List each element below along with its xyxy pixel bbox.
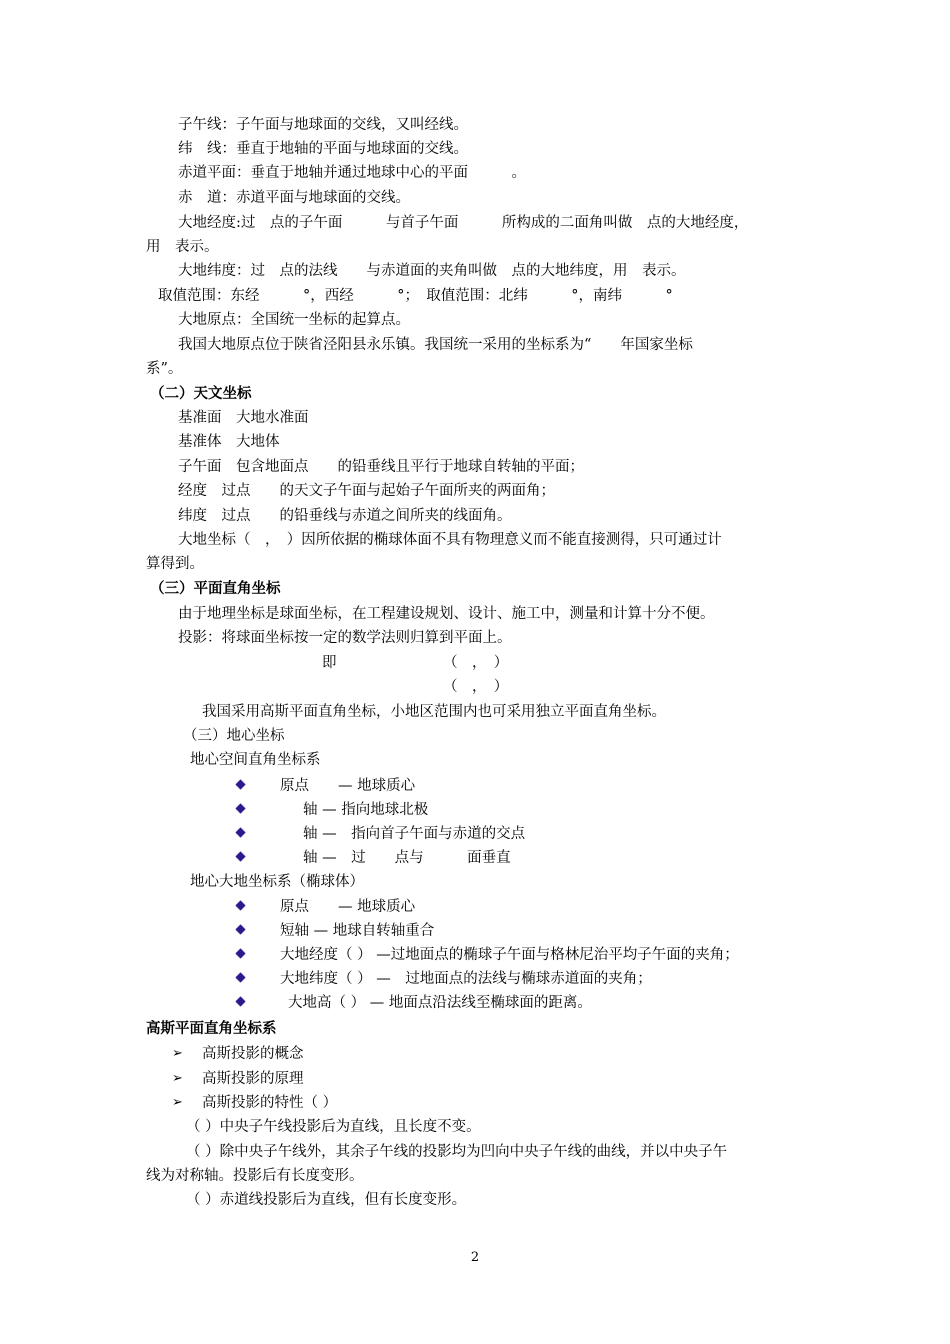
text-line: 由于地理坐标是球面坐标，在工程建设规划、设计、施工中，测量和计算十分不便。 [178,606,715,622]
text-line: 我国大地原点位于陕省泾阳县永乐镇。我国统一采用的坐标系为“ 年国家坐标 [178,337,693,353]
list-item: 大地高（ ） — 地面点沿法线至椭球面的距离。 [288,995,592,1011]
text-line: （ ）中央子午线投影后为直线，且长度不变。 [186,1119,481,1135]
text-line: （ ）除中央子午线外，其余子午线的投影均为凹向中央子午线的曲线，并以中央子午 [186,1144,728,1160]
section-heading: 高斯平面直角坐标系 [146,1020,277,1037]
arrow-bullet-icon: ➢ [172,1046,183,1061]
list-item: 轴 — 过 点与 面垂直 [303,850,511,866]
list-item: 原点 — 地球质心 [280,899,416,915]
text-line: 投影：将球面坐标按一定的数学法则归算到平面上。 [178,630,512,646]
section-heading: （三）地心坐标 [183,728,285,744]
text-line: 子午面 包含地面点 的铅垂线且平行于地球自转轴的平面； [178,459,584,475]
page-number: 2 [470,1250,480,1265]
text-line: （ ， ） [443,655,509,671]
sub-heading: 地心空间直角坐标系 [190,752,321,768]
diamond-bullet-icon [236,901,246,911]
section-heading: （二）天文坐标 [150,385,252,402]
text-line: 纬度 过点 的铅垂线与赤道之间所夹的线面角。 [178,508,512,524]
diamond-bullet-icon [236,973,246,983]
text-line: 纬 线：垂直于地轴的平面与地球面的交线。 [178,141,468,157]
text-line: 即 [322,655,337,671]
text-line: 赤 道：赤道平面与地球面的交线。 [178,190,410,206]
text-line: 用 表示。 [146,239,219,255]
text-line: 子午线：子午面与地球面的交线，又叫经线。 [178,117,468,133]
list-item: 高斯投影的原理 [202,1071,304,1087]
list-item: 短轴 — 地球自转轴重合 [280,923,435,939]
text-line: 大地坐标（ ， ）因所依据的椭球体面不具有物理意义而不能直接测得，只可通过计 [178,532,722,548]
text-line: 赤道平面：垂直于地轴并通过地球中心的平面 。 [178,165,526,181]
text-line: 大地原点：全国统一坐标的起算点。 [178,312,410,328]
diamond-bullet-icon [236,925,246,935]
text-line: 大地纬度：过 点的法线 与赤道面的夹角叫做 点的大地纬度，用 表示。 [178,263,686,279]
sub-heading: 地心大地坐标系（椭球体） [190,874,364,890]
list-item: 高斯投影的概念 [202,1046,304,1062]
list-item: 大地纬度（ ） — 过地面点的法线与椭球赤道面的夹角； [280,971,652,987]
text-line: 系”。 [146,361,183,377]
text-line: 线为对称轴。投影后有长度变形。 [146,1168,364,1184]
text-line: （ ）赤道线投影后为直线，但有长度变形。 [186,1192,467,1208]
text-line: 经度 过点 的天文子午面与起始子午面所夹的两面角； [178,483,555,499]
diamond-bullet-icon [236,949,246,959]
text-line: 我国采用高斯平面直角坐标，小地区范围内也可采用独立平面直角坐标。 [202,704,666,720]
text-line: 基准面 大地水准面 [178,410,309,426]
text-line: 大地经度:过 点的子午面 与首子午面 所构成的二面角叫做 点的大地经度， [178,215,749,231]
list-item: 大地经度（ ） —过地面点的椭球子午面与格林尼治平均子午面的夹角； [280,947,739,963]
text-line: 算得到。 [146,556,204,572]
list-item: 原点 — 地球质心 [280,778,416,794]
text-line: （ ， ） [443,679,509,695]
list-item: 轴 — 指向地球北极 [303,802,429,818]
section-heading: （三）平面直角坐标 [150,580,281,597]
diamond-bullet-icon [236,997,246,1007]
arrow-bullet-icon: ➢ [172,1071,183,1086]
arrow-bullet-icon: ➢ [172,1095,183,1110]
list-item: 高斯投影的特性（ ） [202,1095,338,1111]
diamond-bullet-icon [236,852,246,862]
list-item: 轴 — 指向首子午面与赤道的交点 [303,826,526,842]
diamond-bullet-icon [236,780,246,790]
text-line: 取值范围：东经 °，西经 °； 取值范围：北纬 °，南纬 ° [158,288,673,304]
diamond-bullet-icon [236,828,246,838]
diamond-bullet-icon [236,804,246,814]
text-line: 基准体 大地体 [178,434,280,450]
